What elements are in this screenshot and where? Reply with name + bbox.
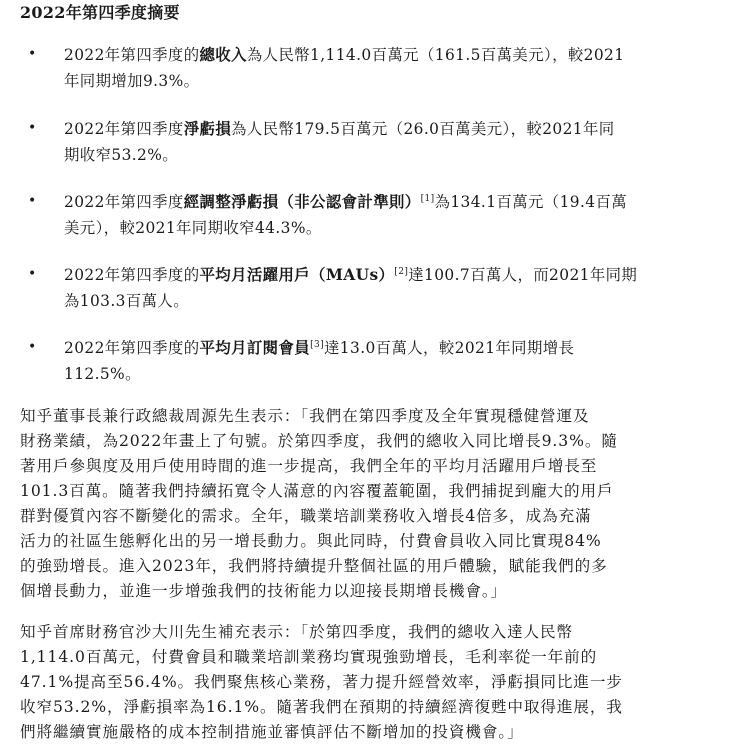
- bullet-bold-term: 總收入: [199, 46, 247, 64]
- section-title: 2022年第四季度摘要: [20, 3, 180, 22]
- paragraph-line: 知乎首席財務官沙大川先生補充表示：「於第四季度，我們的總收入達人民幣: [20, 623, 573, 641]
- paragraph-line: 財務業績，為2022年畫上了句號。於第四季度，我們的總收入同比增長9.3%。隨: [20, 432, 618, 450]
- bullet-line1-rest: 為134.1百萬元（19.4百萬: [434, 193, 628, 211]
- bullet-line2: 112.5%。: [64, 365, 141, 383]
- paragraph-line: 個增長動力，並進一步增強我們的技術能力以迎接長期增長機會。」: [20, 582, 508, 600]
- bullet-prefix: 2022年第四季度的: [64, 46, 200, 64]
- footnote-marker: [3]: [310, 339, 325, 350]
- bullet-line1-rest: 為人民幣1,114.0百萬元（161.5百萬美元），較2021: [246, 46, 625, 64]
- paragraph-line: 47.1%提高至56.4%。我們聚焦核心業務，著力提升經營效率，淨虧損同比進一步: [20, 673, 623, 691]
- paragraph-line: 1,114.0百萬元，付費會員和職業培訓業務均實現強勁增長，毛利率從一年前的: [20, 648, 598, 666]
- bullet-prefix: 2022年第四季度: [64, 193, 184, 211]
- bullet-line2: 期收窄53.2%。: [64, 146, 179, 164]
- ceo-quote-paragraph: [20, 404, 716, 604]
- bullet-bold-term: 淨虧損: [183, 120, 232, 138]
- bullet-text: [64, 335, 710, 387]
- footnote-marker: [2]: [394, 266, 409, 277]
- bullet-line1-rest: 達13.0百萬人，較2021年同期增長: [324, 339, 575, 357]
- paragraph-line: 著用戶參與度及用戶使用時間的進一步提高，我們全年的平均月活躍用戶增長至: [20, 457, 598, 475]
- bullet-text: [64, 116, 710, 168]
- bullet-icon: •: [28, 120, 37, 136]
- bullet-text: [64, 42, 710, 94]
- bullet-line2: 美元），較2021年同期收窄44.3%。: [64, 219, 322, 237]
- paragraph-line: 收窄53.2%，淨虧損率為16.1%。隨著我們在預期的持續經濟復甦中取得進展，我: [20, 698, 623, 716]
- paragraph-line: 活力的社區生態孵化出的另一增長動力。與此同時，付費會員收入同比實現84%: [20, 532, 602, 550]
- bullet-line1-rest: 達100.7百萬人，而2021年同期: [408, 266, 638, 284]
- paragraph-line: 們將繼續實施嚴格的成本控制措施並審慎評估不斷增加的投資機會。」: [20, 723, 524, 741]
- paragraph-line: 群對優質內容不斷變化的需求。全年，職業培訓業務收入增長4倍多，成為充滿: [20, 507, 592, 525]
- bullet-line2: 年同期增加9.3%。: [64, 72, 200, 90]
- bullet-bold-term: 平均月訂閱會員: [199, 339, 311, 357]
- paragraph-line: 101.3百萬。隨著我們持續拓寬令人滿意的內容覆蓋範圍，我們捕捉到龐大的用戶: [20, 482, 614, 500]
- bullet-text: [64, 189, 710, 241]
- bullet-icon: •: [28, 46, 37, 62]
- paragraph-line: 知乎董事長兼行政總裁周源先生表示：「我們在第四季度及全年實現穩健營運及: [20, 407, 590, 425]
- paragraph-line: 的強勁增長。進入2023年，我們將持續提升整個社區的用戶體驗，賦能我們的多: [20, 557, 608, 575]
- footnote-marker: [1]: [420, 193, 435, 204]
- bullet-prefix: 2022年第四季度: [64, 120, 184, 138]
- bullet-line2: 為103.3百萬人。: [64, 292, 190, 310]
- bullet-line1-rest: 為人民幣179.5百萬元（26.0百萬美元），較2021年同: [231, 120, 615, 138]
- bullet-icon: •: [28, 266, 37, 282]
- bullet-icon: •: [28, 193, 37, 209]
- bullet-prefix: 2022年第四季度的: [64, 339, 200, 357]
- bullet-icon: •: [28, 339, 37, 355]
- cfo-quote-paragraph: [20, 620, 716, 745]
- bullet-text: [64, 262, 710, 314]
- bullet-bold-term: 經調整淨虧損（非公認會計準則）: [183, 193, 421, 211]
- bullet-bold-term: 平均月活躍用戶（MAUs）: [199, 266, 395, 284]
- bullet-prefix: 2022年第四季度的: [64, 266, 200, 284]
